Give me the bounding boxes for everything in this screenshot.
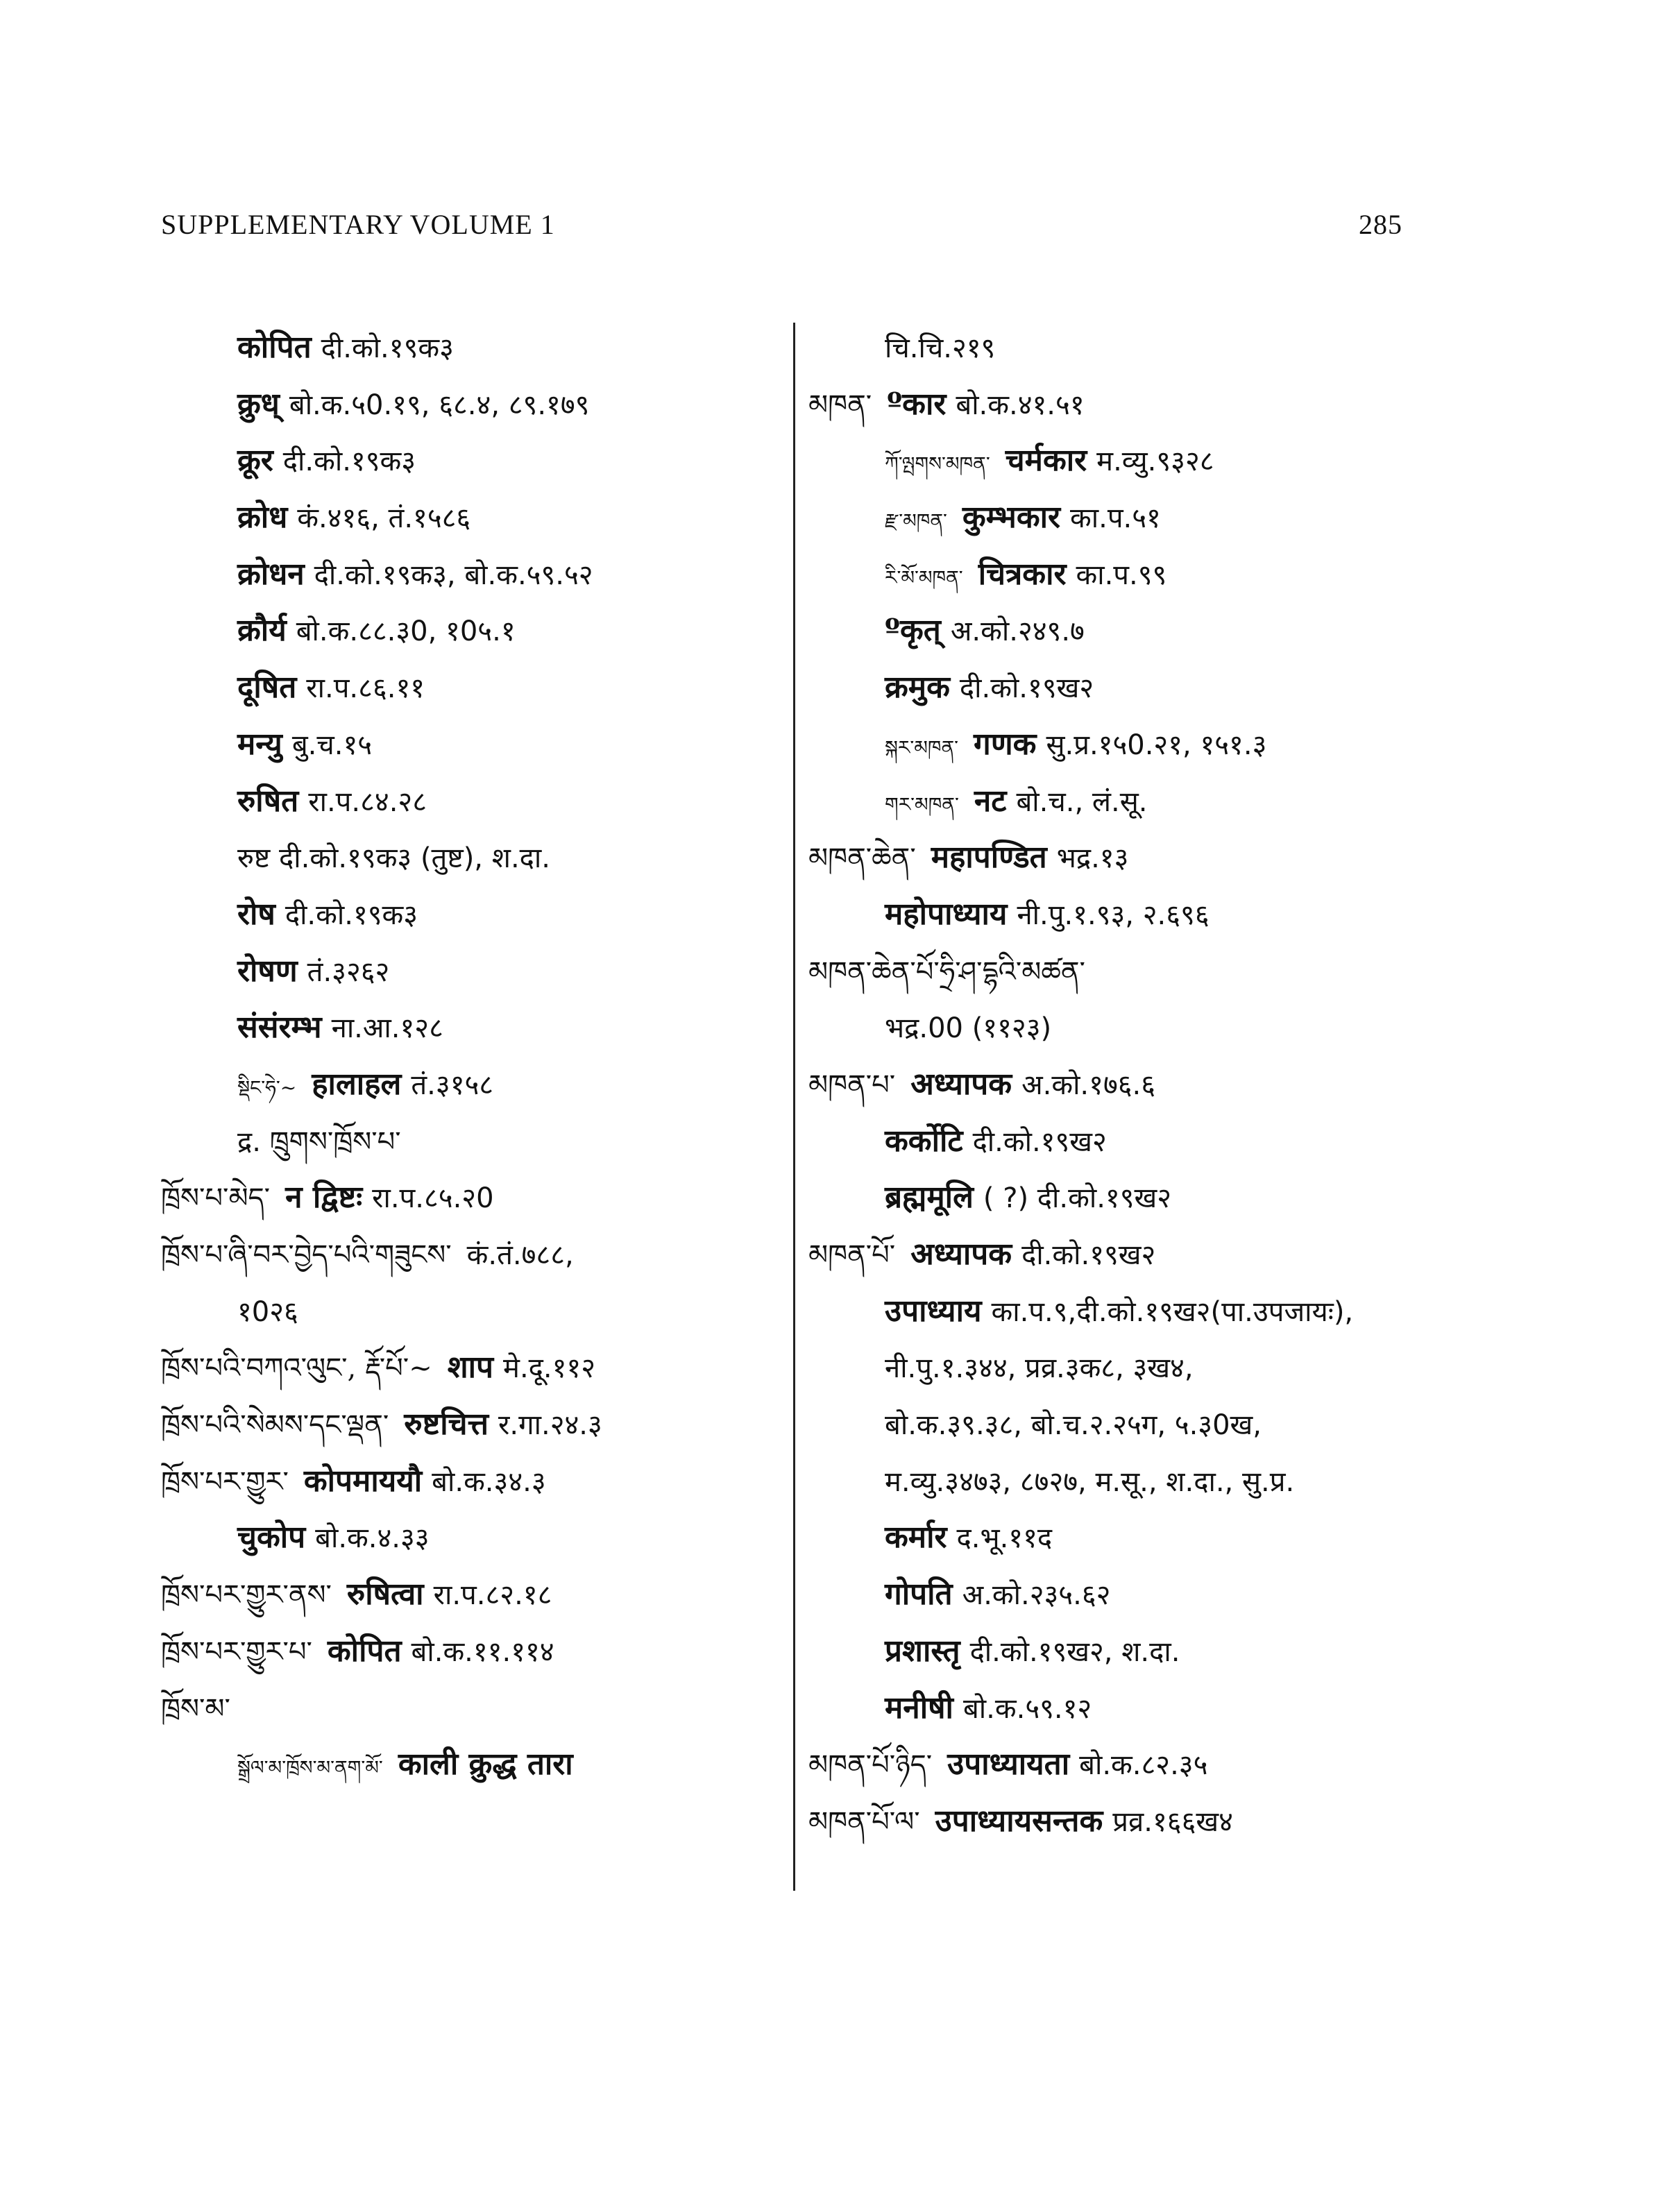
tibetan-term: སྐར་མཁན་ [885,735,959,759]
source-reference: प्रव्र.१६६ख४ [1112,1805,1233,1838]
dictionary-entry [808,319,1433,376]
tibetan-term: ཁྲོས་པར་གྱུར་ནས་ [161,1579,332,1612]
sanskrit-headword: रुषित्वा [346,1576,424,1613]
sanskrit-headword: कुम्भकार [962,500,1061,536]
sanskrit-headword: अध्यापक [910,1236,1012,1272]
source-reference: बो.च., लं.सू. [1016,785,1148,818]
sanskrit-headword: ºकार [887,386,947,422]
dictionary-entry [161,716,775,773]
dictionary-entry [161,319,775,376]
source-reference: म.व्यु.३४७३, ८७२७, म.सू., श.दा., सु.प्र. [885,1465,1295,1498]
dictionary-entry [161,1339,775,1396]
sanskrit-headword: शाप [447,1350,494,1386]
dictionary-entry [161,1736,775,1793]
sanskrit-headword: रुष्टचित्त [404,1406,489,1443]
sanskrit-headword: क्रोध [237,500,288,536]
source-reference: का.प.५१ [1070,502,1161,535]
source-reference: कं.४१६, तं.१५८६ [297,502,471,535]
source-reference: दी.को.१९क३ [321,332,454,364]
tibetan-term: ཁྲོས་པར་གྱུར་ [161,1465,289,1498]
tibetan-term: རྫ་མཁན་ [885,509,947,533]
source-reference: रा.प.८६.११ [306,672,425,705]
tibetan-term: ཁྲོས་པ་ཞི་བར་བྱེད་པའི་གཟུངས་ [161,1239,452,1271]
dictionary-entry [161,1623,775,1680]
sanskrit-headword: महापण्डित [931,840,1047,876]
tibetan-term: ཁྲོས་པར་གྱུར་པ་ [161,1635,312,1668]
source-reference: रा.प.८५.२0 [372,1182,494,1215]
sanskrit-headword: रुषित [237,783,299,819]
dictionary-entry [161,1680,775,1737]
tibetan-term: མཁན་ཆེན་ [808,842,916,875]
source-reference: दी.को.१९ख२ [959,672,1094,705]
dictionary-entry [808,1113,1433,1170]
source-reference: मे.दू.११२ [503,1352,596,1385]
source-reference: भद्र.१३ [1056,842,1129,875]
source-reference: चि.चि.२१९ [885,332,996,364]
dictionary-entry [808,716,1433,773]
dictionary-entry [161,773,775,830]
dictionary-entry [808,1793,1433,1850]
dictionary-entry [161,1169,775,1226]
tibetan-term: མཁན་ཆེན་པོ་ཧྲི་ཤ་དྷའི་མཚན་ [808,955,1085,988]
dictionary-entry [808,1169,1433,1226]
dictionary-entry [161,1226,775,1283]
right-column [808,319,1433,1850]
sanskrit-headword: महोपाध्याय [885,896,1008,932]
source-reference: दी.को.१९क३, बो.क.५९.५२ [314,559,593,591]
tibetan-term: གར་མཁན་ [885,792,959,816]
dictionary-entry [161,886,775,943]
sanskrit-headword: प्रशास्तृ [885,1633,960,1669]
dictionary-entry [808,432,1433,489]
source-reference: बो.क.४.३३ [315,1522,430,1555]
sanskrit-headword: कर्मार [885,1520,947,1556]
dictionary-entry [808,1453,1433,1510]
tibetan-term: མཁན་པོ་ [808,1239,896,1271]
source-reference: भद्र.00 (११२३) [885,1012,1052,1045]
dictionary-entry [161,1509,775,1566]
source-reference: बो.क.११.११४ [411,1635,554,1668]
source-reference: बो.क.४१.५१ [956,389,1085,421]
tibetan-term: ཁྲོས་པ་མེད་ [161,1182,271,1215]
column-divider [793,323,795,1891]
dictionary-entry [808,1566,1433,1623]
dictionary-entry [808,1339,1433,1396]
tibetan-term: རི་མོ་མཁན་ [885,565,963,589]
tibetan-term: སྒྲོལ་མ་ཁྲོས་མ་ནག་མོ་ [237,1756,383,1780]
source-reference: दी.को.१९ख२ [1021,1239,1156,1271]
source-reference: दी.को.१९ख२, श.दा. [969,1635,1180,1668]
dictionary-entry [161,432,775,489]
source-reference: १0२६ [237,1295,298,1328]
dictionary-entry [161,376,775,433]
source-reference: रुष्ट दी.को.१९क३ (तुष्ट), श.दा. [237,842,550,875]
dictionary-entry [161,1113,775,1170]
dictionary-entry [808,602,1433,659]
dictionary-entry [161,1566,775,1623]
source-reference: का.प.९९ [1076,559,1167,591]
dictionary-entry [161,546,775,603]
dictionary-entry [808,546,1433,603]
dictionary-entry [808,1680,1433,1737]
source-reference: तं.३२६२ [307,955,390,988]
sanskrit-headword: कोपित [327,1633,402,1669]
dictionary-entry [808,1396,1433,1453]
source-reference: नी.पु.१.९३, २.६९६ [1017,899,1210,931]
sanskrit-headword: चुकोप [237,1520,306,1556]
tibetan-term: མཁན་ [808,389,872,421]
sanskrit-headword: न द्विष्टः [285,1180,363,1216]
dictionary-entry [161,829,775,886]
page-header [161,208,1402,241]
sanskrit-headword: रोष [237,896,275,932]
dictionary-entry [808,1736,1433,1793]
sanskrit-headword: संसंरम्भ [237,1010,322,1046]
dictionary-entry [808,1226,1433,1283]
dictionary-entry [161,659,775,716]
dictionary-entry [808,1623,1433,1680]
sanskrit-headword: ब्रह्ममूलि [885,1180,974,1216]
source-reference: रा.प.८२.१८ [433,1579,552,1612]
sanskrit-headword: क्रौर्य [237,613,287,649]
source-reference: कं.तं.७८८, [466,1239,574,1271]
sanskrit-headword: मनीषी [885,1690,953,1726]
source-reference: ना.आ.१२८ [331,1012,443,1045]
source-reference: तं.३१५८ [411,1069,494,1101]
source-reference: ( ?) दी.को.१९ख२ [983,1182,1172,1215]
dictionary-entry [808,489,1433,546]
sanskrit-headword: रोषण [237,953,298,989]
source-reference: सु.प्र.१५0.२१, १५१.३ [1046,729,1267,761]
source-reference: बो.क.५९.१२ [962,1692,1092,1725]
sanskrit-headword: चर्मकार [1005,443,1087,479]
source-reference: अ.को.२४९.७ [950,615,1085,648]
dictionary-entry [808,943,1433,1000]
dictionary-entry [161,602,775,659]
source-reference: का.प.९,दी.को.१९ख२(पा.उपजायः), [991,1295,1354,1328]
source-reference: दी.को.१९ख२ [972,1125,1107,1158]
sanskrit-headword: कर्कोटि [885,1123,963,1159]
sanskrit-headword: उपाध्याय [885,1293,982,1329]
dictionary-entry [808,886,1433,943]
dictionary-entry [161,1453,775,1510]
dictionary-entry [808,1509,1433,1566]
dictionary-entry [808,1056,1433,1113]
tibetan-term: ཁྲོས་མ་ [161,1692,230,1725]
source-reference: दी.को.१९क३ [282,445,416,478]
dictionary-entry [808,659,1433,716]
source-reference: द.भू.११द [956,1522,1053,1555]
sanskrit-headword: दूषित [237,670,297,706]
dictionary-entry [161,489,775,546]
source-reference: दी.को.१९क३ [285,899,418,931]
sanskrit-headword: मन्यु [237,726,282,762]
tibetan-term: མཁན་པོ་ལ་ [808,1805,920,1838]
dictionary-entry [808,1283,1433,1340]
source-reference: बो.क.८२.३५ [1079,1749,1208,1782]
dictionary-entry [808,829,1433,886]
tibetan-term: ཁྲོས་པའི་བཀའ་ལུང་, རྡོ་པོ་~ [161,1352,432,1385]
dictionary-entry [161,943,775,1000]
sanskrit-headword: अध्यापक [910,1066,1012,1102]
dictionary-entry [808,999,1433,1056]
tibetan-term: ཀོ་ལྤགས་མཁན་ [885,452,990,476]
source-reference: म.व्यु.९३२८ [1096,445,1214,478]
source-reference: बो.क.८८.३0, १0५.१ [296,615,516,648]
sanskrit-headword: गोपति [885,1576,953,1613]
left-column [161,319,775,1793]
running-title: SUPPLEMENTARY VOLUME 1 [161,209,555,240]
sanskrit-headword: क्रमुक [885,670,950,706]
source-reference: बो.क.३९.३८, बो.च.२.२५ग, ५.३0ख, [885,1409,1262,1442]
source-reference: र.गा.२४.३ [498,1409,602,1442]
source-reference: अ.को.१७६.६ [1021,1069,1156,1101]
source-reference: बो.क.३४.३ [432,1465,546,1498]
tibetan-term: ཁྲོས་པའི་སེམས་དང་ལྡན་ [161,1409,389,1442]
page-number: 285 [1359,209,1402,240]
sanskrit-headword: हालाहल [312,1066,402,1102]
tibetan-term: སྡིང་ཧེ་~ [237,1075,297,1099]
source-reference: बो.क.५0.१९, ६८.४, ८९.१७९ [289,389,590,421]
tibetan-term: མཁན་པ་ [808,1069,896,1101]
source-reference: द्र. ཁྲུགས་ཁྲོས་པ་ [237,1125,401,1158]
sanskrit-headword: काली क्रुद्ध तारा [398,1746,573,1783]
sanskrit-headword: उपाध्यायसन्तक [935,1803,1103,1839]
source-reference: बु.च.१५ [291,729,373,761]
sanskrit-headword: कोपमाययौ [303,1463,423,1499]
sanskrit-headword: ºकृत् [885,613,941,649]
tibetan-term: མཁན་པོ་ཉིད་ [808,1749,933,1782]
sanskrit-headword: नट [974,783,1007,819]
sanskrit-headword: क्रूर [237,443,273,479]
source-reference: रा.प.८४.२८ [308,785,427,818]
sanskrit-headword: कोपित [237,330,312,365]
sanskrit-headword: गणक [974,726,1037,762]
sanskrit-headword: उपाध्यायता [947,1746,1070,1783]
source-reference: नी.पु.१.३४४, प्रव्र.३क८, ३ख४, [885,1352,1194,1385]
source-reference: अ.को.२३५.६२ [962,1579,1111,1612]
sanskrit-headword: क्रोधन [237,556,305,592]
sanskrit-headword: क्रुध् [237,386,280,422]
dictionary-entry [161,999,775,1056]
dictionary-entry [808,376,1433,433]
dictionary-entry [161,1396,775,1453]
dictionary-entry [161,1056,775,1113]
sanskrit-headword: चित्रकार [978,556,1067,592]
dictionary-entry [808,773,1433,830]
dictionary-entry [161,1283,775,1340]
